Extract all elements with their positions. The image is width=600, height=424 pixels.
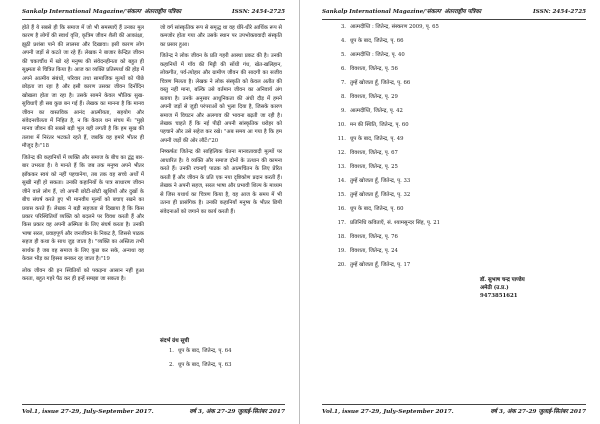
author-name: डॉ. सुभाष चन्द्र पाण्डेय	[480, 276, 525, 283]
ref-number: 16.	[337, 205, 346, 212]
ref-text: धूप के बाद, जितेन्द्र, पृ. 64	[178, 348, 232, 354]
list-item	[330, 192, 590, 200]
right-page	[300, 0, 600, 424]
header-rule	[22, 19, 285, 20]
ref-text: तुम्हें खोजता हूँ, जितेन्द्र, पृ. 33	[350, 177, 411, 184]
ref-text: मन की स्थिति, जितेन्द्र, पृ. 60	[350, 121, 409, 128]
reference-list	[160, 348, 284, 369]
ref-number: 14.	[337, 177, 346, 184]
ref-text: आत्मदीप्ति : जितेन्द्र, पृ. 40	[350, 51, 405, 58]
list-item	[330, 52, 590, 60]
page-footer	[22, 406, 285, 418]
journal-title: Sankalp International Magazine/'संकल्प' अंतरराष्ट्रीय पत्रिका	[22, 9, 182, 15]
ref-number: 7.	[340, 79, 346, 86]
ref-number: 9.	[340, 107, 346, 114]
list-item	[330, 234, 590, 242]
ref-text: विवशता, जितेन्द्र, पृ. 24	[350, 247, 398, 254]
ref-text: विवशता, जितेन्द्र, पृ. 67	[350, 149, 398, 156]
header-rule	[322, 19, 586, 20]
journal-title: Sankalp International Magazine/'संकल्प' अंतरराष्ट्रीय पत्रिका	[322, 9, 482, 15]
ref-number: 11.	[337, 135, 346, 142]
ref-text: आत्मदीप्ति, जितेन्द्र, पृ. 42	[350, 107, 403, 114]
list-item	[330, 24, 590, 32]
volume-info-hindi: वर्ष 3, अंक 27-29 जुलाई-सितंबर 2017	[189, 409, 285, 415]
ref-number: 17.	[337, 219, 346, 226]
volume-info: Vol.1, issue 27-29, July-September 2017.	[22, 409, 154, 415]
issn: ISSN: 2454-2725	[232, 9, 285, 15]
ref-text: विवशता, जितेन्द्र, पृ. 76	[350, 233, 398, 240]
ref-text: विवशता, जितेन्द्र, पृ. 29	[350, 93, 398, 100]
issn: ISSN: 2454-2725	[533, 9, 586, 15]
list-item	[330, 38, 590, 46]
references-start	[160, 334, 284, 376]
page-header	[22, 6, 285, 18]
author-block	[480, 276, 590, 300]
ref-number: 8.	[340, 93, 346, 100]
ref-text: विवशता, जितेन्द्र, पृ. 56	[350, 65, 398, 72]
page-header	[322, 6, 586, 18]
ref-text: धूप के बाद, जितेन्द्र, पृ. 60	[350, 205, 404, 212]
ref-number: 10.	[337, 121, 346, 128]
reference-list	[330, 24, 590, 269]
paragraph: जितेन्द्र ने लोक जीवन के प्रति गहरी आस्था प्रकट की है। उनकी कहानियों में गाँव की मिट्टी की सोंधी गंध, खेत-खलिहान, लोकगीत, पर्व-त्योहार और ग्रामीण जीवन की सादगी का सजीव चित्रण मिलता है। लेखक ने लोक संस्कृति को केवल अतीत की वस्तु नहीं माना, बल्कि उसे वर्तमान जीवन का अनिवार्य अंग बताया है। उनके अनुसार आधुनिकता की अंधी दौड़ में हमने अपनी जड़ों से जुड़ी परंपराओं को भुला दिया है, जिसके कारण समाज में विघटन और अलगाव की भावना बढ़ती जा रही है। लेखक चाहते हैं कि नई पीढ़ी अपनी सांस्कृतिक धरोहर को पहचाने और उसे सहेज कर रखे। "अब समय आ गया है कि हम अपनी जड़ों की ओर लौटें।"20	[160, 53, 282, 144]
author-phone: 9473851621	[480, 292, 518, 299]
text-column-1	[22, 24, 144, 400]
ref-number: 4.	[340, 37, 346, 44]
list-item	[330, 108, 590, 116]
ref-text: प्रतिनिधि कविताएँ, सं. श्यामसुन्दर सिंह, पृ. 21	[350, 219, 441, 226]
list-item	[330, 94, 590, 102]
list-item	[160, 348, 284, 355]
list-item	[330, 66, 590, 74]
ref-number: 2.	[168, 361, 174, 368]
list-item	[330, 136, 590, 144]
list-item	[160, 362, 284, 369]
ref-number: 20.	[337, 261, 346, 268]
ref-text: तुम्हें खोजता हूँ, जितेन्द्र, पृ. 32	[350, 191, 411, 198]
footer-rule	[322, 404, 586, 405]
paragraph: जितेन्द्र की कहानियों में व्यक्ति और समाज के बीच का द्वंद्व बार-बार उभरता है। वे मानते हैं कि जब तक मनुष्य अपने भीतर झाँककर स्वयं को नहीं पहचानेगा, तब तक वह सच्चे अर्थों में सुखी नहीं हो सकता। उनकी कहानियों के पात्र साधारण जीवन जीने वाले लोग हैं, जो अपनी छोटी-छोटी खुशियों और दुखों के बीच संघर्ष करते हुए भी मानवीय मूल्यों को बचाए रखने का प्रयास करते हैं। लेखक ने बड़ी सहजता से दिखाया है कि किस प्रकार परिस्थितियाँ व्यक्ति को बदलने पर विवश करती हैं और किस प्रकार वह अपनी अस्मिता के लिए संघर्ष करता है। उनकी भाषा सरल, प्रवाहपूर्ण और जनजीवन के निकट है, जिससे पाठक सहज ही कथा के साथ जुड़ जाता है। "व्यक्ति का अस्तित्व तभी सार्थक है जब वह समाज के लिए कुछ कर सके, अन्यथा वह केवल भीड़ का हिस्सा बनकर रह जाता है।"19	[22, 154, 144, 263]
ref-number: 1.	[168, 348, 174, 354]
ref-number: 15.	[337, 191, 346, 198]
ref-number: 18.	[337, 233, 346, 240]
references-continued	[330, 24, 590, 300]
ref-number: 12.	[337, 149, 346, 156]
list-item	[330, 164, 590, 172]
list-item	[330, 80, 590, 88]
list-item	[330, 150, 590, 158]
references-heading: संदर्भ ग्रंथ सूची	[160, 338, 189, 344]
volume-info: Vol.1, issue 27-29, July-September 2017.	[322, 409, 454, 415]
list-item	[330, 122, 590, 130]
ref-text: धूप के बाद, जितेन्द्र, पृ. 49	[350, 135, 404, 142]
ref-text: तुम्हें खोजता हूँ, जितेन्द्र, पृ. 17	[350, 261, 411, 268]
list-item	[330, 248, 590, 256]
ref-number: 13.	[337, 163, 346, 170]
page-footer	[322, 406, 586, 418]
list-item	[330, 220, 590, 228]
list-item	[330, 262, 590, 270]
volume-info-hindi: वर्ष 3, अंक 27-29 जुलाई-सितंबर 2017	[490, 409, 586, 415]
paragraph: होते हैं ये सबसे ही कि समाज में जो भी समस्याएँ हैं उनका मूल कारण है लोगों की स्वार्थ वृत्ति, कृत्रिम जीवन शैली की आकांक्षा, झूठी प्रशंसा पाने की लालसा और दिखावा। इसी कारण लोग अपनी जड़ों से कटते जा रहे हैं। लेखक ने बाजार केन्द्रित जीवन की चकाचौंध में खो रहे मनुष्य की संवेदनहीनता को बहुत ही सूक्ष्मता से चित्रित किया है। आज का व्यक्ति प्रतिस्पर्धा की होड़ में अपने आत्मीय संबंधों, परिवार तथा सामाजिक मूल्यों को पीछे छोड़ता जा रहा है और इसी कारण उसका जीवन दिनोंदिन खोखला होता जा रहा है। उसके सामने केवल भौतिक सुख-सुविधाएँ ही सब कुछ बन गई हैं। लेखक का मानना है कि मानव जीवन का वास्तविक आनंद आत्मीयता, सहयोग और संवेदनशीलता में निहित है, न कि केवल धन संचय में। "मुझे मानव जीवन की सबसे बड़ी भूल यही लगती है कि हम सुख की तलाश में निरंतर भटकते रहते हैं, जबकि वह हमारे भीतर ही मौजूद है।"18	[22, 25, 144, 150]
author-affiliation: अमेठी (उ.प्र.)	[480, 284, 509, 291]
ref-text: आत्मदीप्ति : जितेन्द्र, संस्करण 2009, पृ. 65	[350, 24, 439, 30]
paragraph: लोक जीवन की इन स्थितियों को पकड़ना आसान नहीं हुआ करता, बहुत गहरे पैठ कर ही इन्हें समझा जा सकता है।	[22, 267, 144, 283]
ref-number: 6.	[340, 65, 346, 72]
ref-number: 5.	[340, 51, 346, 58]
list-item	[330, 206, 590, 214]
paragraph: निष्कर्षतः जितेन्द्र की साहित्यिक चेतना मानवतावादी मूल्यों पर आधारित है। वे व्यक्ति और समाज दोनों के उत्थान की कामना करते हैं। उनकी रचनाएँ पाठक को आत्मचिंतन के लिए प्रेरित करती हैं और जीवन के प्रति एक नया दृष्टिकोण प्रदान करती हैं। लेखक ने अपनी सहज, सरल भाषा और प्रभावी शिल्प के माध्यम से जिस यथार्थ का चित्रण किया है, वह आज के समय में भी उतना ही प्रासंगिक है। उनकी कहानियाँ मनुष्य के भीतर छिपी संवेदनाओं को जगाने का कार्य करती हैं।	[160, 149, 282, 215]
ref-text: विवशता, जितेन्द्र, पृ. 25	[350, 163, 398, 170]
ref-text: तुम्हें खोजता हूँ, जितेन्द्र, पृ. 66	[350, 79, 411, 86]
ref-number: 19.	[337, 247, 346, 254]
list-item	[330, 178, 590, 186]
ref-text: धूप के बाद, जितेन्द्र, पृ. 63	[178, 361, 232, 368]
ref-number: 3.	[340, 24, 346, 30]
paragraph: जो वर्ग सांस्कृतिक रूप से समृद्ध था वह धीरे-धीरे आर्थिक रूप से कमजोर होता गया और उसके स्थान पर उपभोक्तावादी संस्कृति का प्रसार हुआ।	[160, 25, 282, 48]
footer-rule	[22, 404, 285, 405]
ref-text: धूप के बाद, जितेन्द्र, पृ. 66	[350, 37, 404, 44]
